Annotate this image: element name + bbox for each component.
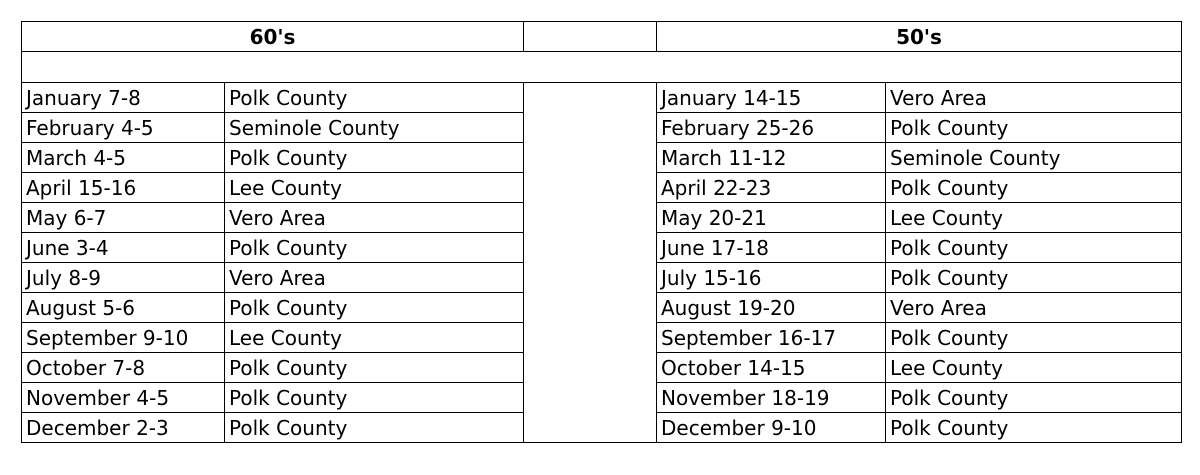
- right-location-cell: Seminole County: [886, 143, 1182, 173]
- right-location-cell: Lee County: [886, 203, 1182, 233]
- header-gap: [524, 22, 657, 52]
- right-location-cell: Polk County: [886, 413, 1182, 443]
- right-date-cell: November 18-19: [657, 383, 886, 413]
- table-row: [22, 83, 1182, 113]
- left-date-cell: July 8-9: [22, 263, 225, 293]
- schedule-table: [21, 21, 1182, 443]
- left-location-cell: Polk County: [225, 233, 524, 263]
- right-date-cell: February 25-26: [657, 113, 886, 143]
- right-date-cell: June 17-18: [657, 233, 886, 263]
- left-location-cell: Polk County: [225, 413, 524, 443]
- left-date-cell: October 7-8: [22, 353, 225, 383]
- right-date-cell: May 20-21: [657, 203, 886, 233]
- left-date-cell: September 9-10: [22, 323, 225, 353]
- right-date-cell: December 9-10: [657, 413, 886, 443]
- right-date-cell: April 22-23: [657, 173, 886, 203]
- right-location-cell: Vero Area: [886, 83, 1182, 113]
- right-date-cell: March 11-12: [657, 143, 886, 173]
- right-location-cell: Polk County: [886, 263, 1182, 293]
- right-location-cell: Polk County: [886, 173, 1182, 203]
- left-date-cell: March 4-5: [22, 143, 225, 173]
- left-location-cell: Polk County: [225, 83, 524, 113]
- left-date-cell: December 2-3: [22, 413, 225, 443]
- right-location-cell: Polk County: [886, 233, 1182, 263]
- left-date-cell: August 5-6: [22, 293, 225, 323]
- header-60s: 60's: [22, 22, 524, 52]
- left-date-cell: June 3-4: [22, 233, 225, 263]
- left-location-cell: Vero Area: [225, 263, 524, 293]
- gap-column: [524, 83, 657, 443]
- left-location-cell: Polk County: [225, 143, 524, 173]
- left-location-cell: Lee County: [225, 173, 524, 203]
- left-location-cell: Lee County: [225, 323, 524, 353]
- left-location-cell: Polk County: [225, 353, 524, 383]
- left-date-cell: January 7-8: [22, 83, 225, 113]
- right-date-cell: September 16-17: [657, 323, 886, 353]
- header-row: [22, 22, 1182, 52]
- right-location-cell: Polk County: [886, 383, 1182, 413]
- right-location-cell: Vero Area: [886, 293, 1182, 323]
- right-date-cell: October 14-15: [657, 353, 886, 383]
- right-location-cell: Polk County: [886, 323, 1182, 353]
- right-location-cell: Lee County: [886, 353, 1182, 383]
- left-location-cell: Seminole County: [225, 113, 524, 143]
- spacer-cell: [22, 52, 1182, 83]
- left-date-cell: April 15-16: [22, 173, 225, 203]
- spacer-row: [22, 52, 1182, 83]
- right-location-cell: Polk County: [886, 113, 1182, 143]
- left-location-cell: Polk County: [225, 293, 524, 323]
- right-date-cell: August 19-20: [657, 293, 886, 323]
- schedule-body: [22, 22, 1182, 443]
- left-location-cell: Vero Area: [225, 203, 524, 233]
- right-date-cell: July 15-16: [657, 263, 886, 293]
- right-date-cell: January 14-15: [657, 83, 886, 113]
- left-date-cell: February 4-5: [22, 113, 225, 143]
- header-50s: 50's: [657, 22, 1182, 52]
- left-date-cell: November 4-5: [22, 383, 225, 413]
- left-location-cell: Polk County: [225, 383, 524, 413]
- left-date-cell: May 6-7: [22, 203, 225, 233]
